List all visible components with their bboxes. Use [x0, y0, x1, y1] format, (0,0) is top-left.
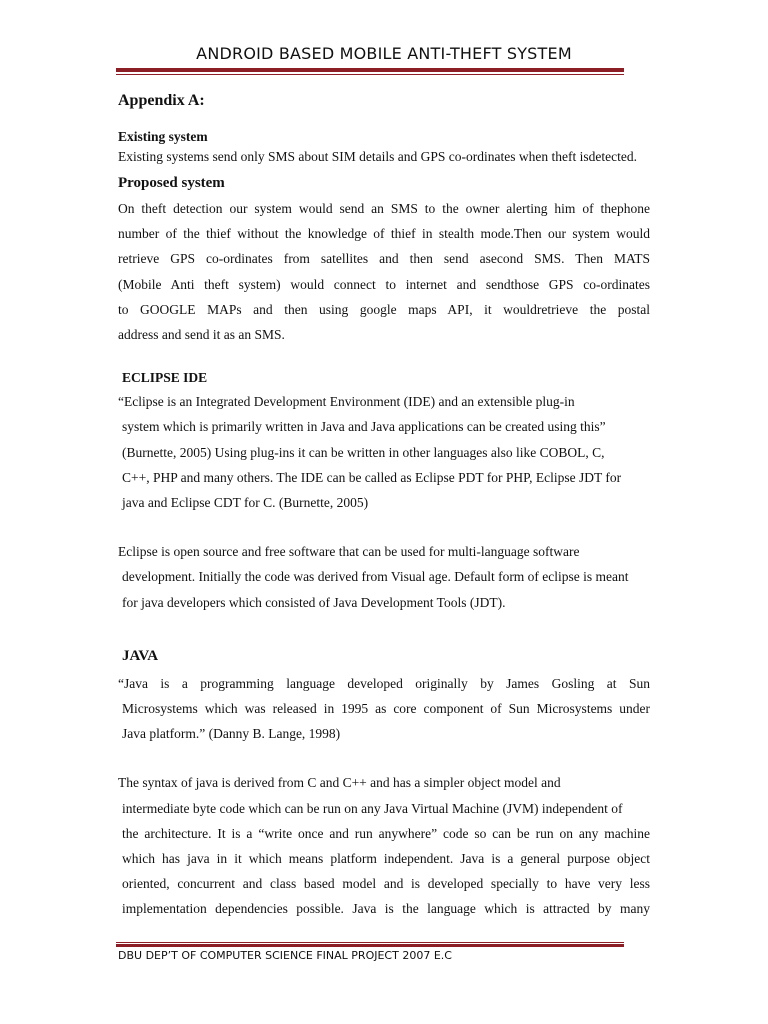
paragraph-line: oriented, concurrent and class based model and is developed specially to have very less — [122, 876, 650, 892]
page-footer-text: DBU DEP’T OF COMPUTER SCIENCE FINAL PROJECT 2007 E.C — [118, 949, 452, 962]
paragraph-line: system which is primarily written in Java and Java applications can be created using this” — [122, 419, 606, 435]
paragraph-line: Microsystems which was released in 1995 as core component of Sun Microsystems under — [122, 701, 650, 717]
document-body — [118, 90, 650, 922]
paragraph-line: Java platform.” (Danny B. Lange, 1998) — [122, 726, 341, 742]
header-rule — [116, 68, 624, 72]
header-rule-thin — [116, 74, 624, 75]
paragraph-line: implementation dependencies possible. Java is the language which is attracted by many — [122, 901, 650, 917]
paragraph-line: “Java is a programming language developed originally by James Gosling at Sun — [118, 675, 650, 691]
proposed-system-heading: Proposed system — [118, 175, 225, 191]
existing-system-heading: Existing system — [118, 129, 208, 144]
existing-system-paragraph — [118, 146, 650, 168]
paragraph-line: Existing systems send only SMS about SIM details and GPS co-ordinates when theft isdetected. — [118, 149, 637, 164]
paragraph-line: (Mobile Anti theft system) would connect to internet and sendthose GPS co-ordinates — [118, 276, 650, 292]
paragraph-line: The syntax of java is derived from C and C++ and has a simpler object model and — [118, 775, 561, 791]
eclipse-paragraph-2 — [118, 539, 650, 615]
paragraph-line: which has java in it which means platform independent. Java is a general purpose object — [122, 851, 650, 867]
paragraph-line: number of the thief without the knowledge of thief in stealth mode.Then our system would — [118, 226, 650, 242]
paragraph-line: C++, PHP and many others. The IDE can be called as Eclipse PDT for PHP, Eclipse JDT for — [122, 469, 622, 485]
java-paragraph-1 — [118, 671, 650, 747]
footer-rule — [116, 942, 624, 943]
footer-rule-thick — [116, 944, 624, 947]
paragraph-line: for java developers which consisted of Java Development Tools (JDT). — [122, 594, 506, 610]
appendix-heading: Appendix A: — [118, 92, 205, 109]
page-header-title: ANDROID BASED MOBILE ANTI-THEFT SYSTEM — [196, 44, 572, 63]
proposed-system-paragraph — [118, 196, 650, 347]
eclipse-ide-heading: ECLIPSE IDE — [122, 370, 208, 386]
paragraph-line: development. Initially the code was derived from Visual age. Default form of eclipse is meant — [122, 569, 629, 585]
paragraph-line: intermediate byte code which can be run on any Java Virtual Machine (JVM) independent of — [122, 800, 623, 816]
paragraph-line: java and Eclipse CDT for C. (Burnette, 2005) — [122, 495, 369, 511]
paragraph-line: the architecture. It is a “write once and run anywhere” code so can be run on any machine — [122, 825, 650, 841]
paragraph-line: (Burnette, 2005) Using plug-ins it can be written in other languages also like COBOL, C, — [122, 444, 605, 460]
paragraph-line: retrieve GPS co-ordinates from satellites and then send asecond SMS. Then MATS — [118, 251, 650, 267]
paragraph-line: On theft detection our system would send an SMS to the owner alerting him of thephone — [118, 201, 650, 216]
java-paragraph-2 — [118, 770, 650, 921]
paragraph-line: Eclipse is open source and free software that can be used for multi-language software — [118, 544, 580, 560]
paragraph-line: address and send it as an SMS. — [118, 327, 285, 343]
paragraph-line: “Eclipse is an Integrated Development Environment (IDE) and an extensible plug-in — [118, 394, 575, 410]
paragraph-line: to GOOGLE MAPs and then using google maps API, it wouldretrieve the postal — [118, 301, 650, 317]
java-heading: JAVA — [122, 647, 159, 664]
eclipse-paragraph-1 — [118, 389, 650, 515]
